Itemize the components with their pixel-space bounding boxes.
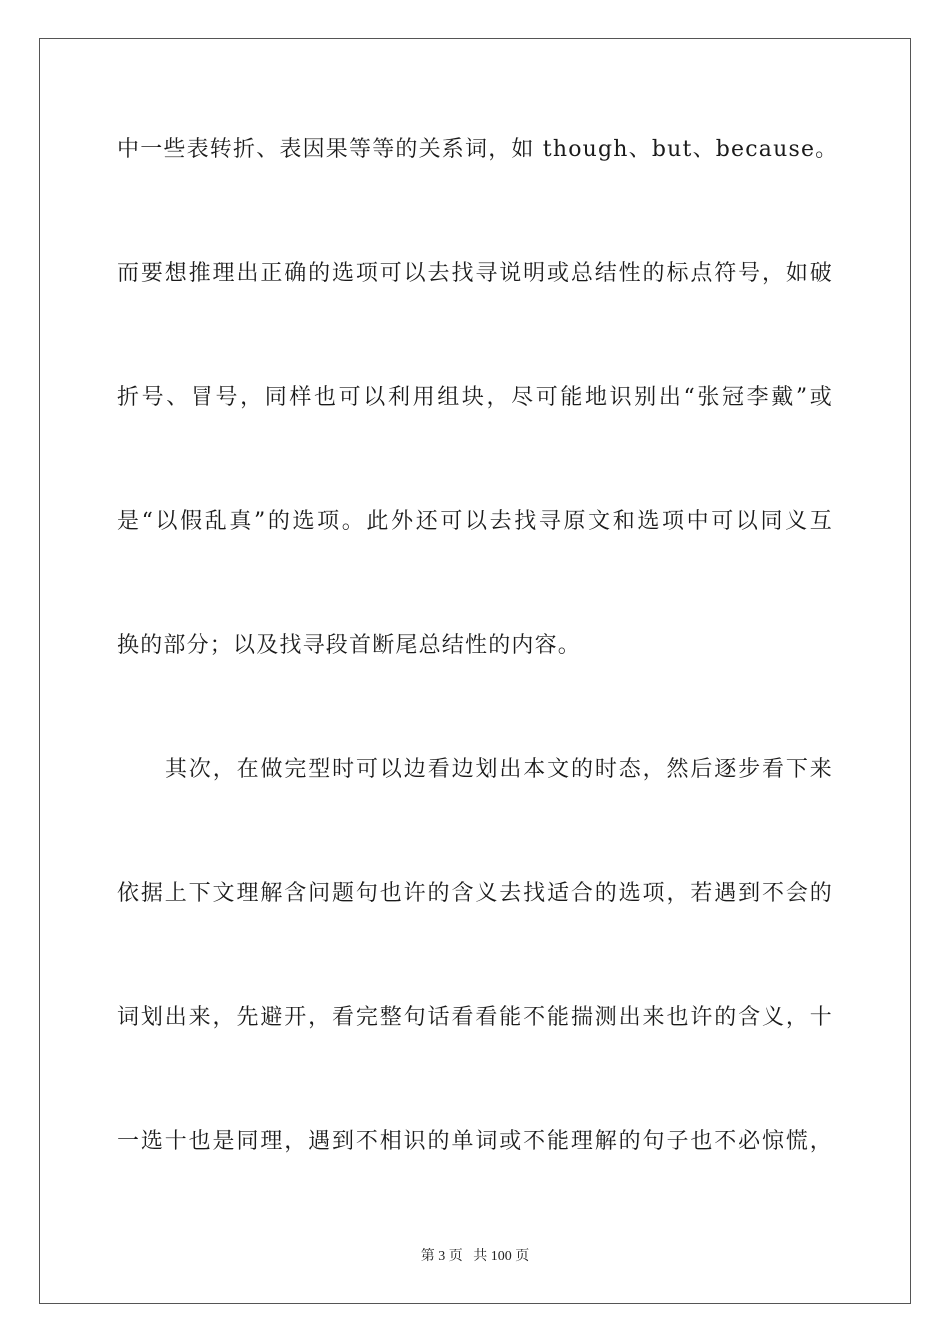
page-frame: [39, 38, 911, 1304]
paragraph-line-6: 其次，在做完型时可以边看边划出本文的时态，然后逐步看下来: [165, 757, 833, 782]
page-total: 共 100 页: [473, 1249, 530, 1264]
paragraph-line-2: 而要想推理出正确的选项可以去找寻说明或总结性的标点符号，如破: [117, 261, 833, 286]
paragraph-line-8: 词划出来，先避开，看完整句话看看能不能揣测出来也许的含义，十: [117, 1005, 833, 1030]
paragraph-line-9: 一选十也是同理，遇到不相识的单词或不能理解的句子也不必惊慌，: [117, 1129, 833, 1154]
paragraph-line-5: 换的部分；以及找寻段首断尾总结性的内容。: [117, 633, 582, 658]
page-footer: [0, 1248, 950, 1266]
paragraph-line-7: 依据上下文理解含问题句也许的含义去找适合的选项，若遇到不会的: [117, 881, 833, 906]
paragraph-line-4: 是“以假乱真”的选项。此外还可以去找寻原文和选项中可以同义互: [117, 509, 833, 534]
page-number: 第 3 页: [420, 1249, 463, 1264]
paragraph-line-1: 中一些表转折、表因果等等的关系词，如 though、but、because。: [117, 137, 839, 162]
paragraph-line-3: 折号、冒号，同样也可以利用组块，尽可能地识别出“张冠李戴”或: [117, 385, 833, 410]
